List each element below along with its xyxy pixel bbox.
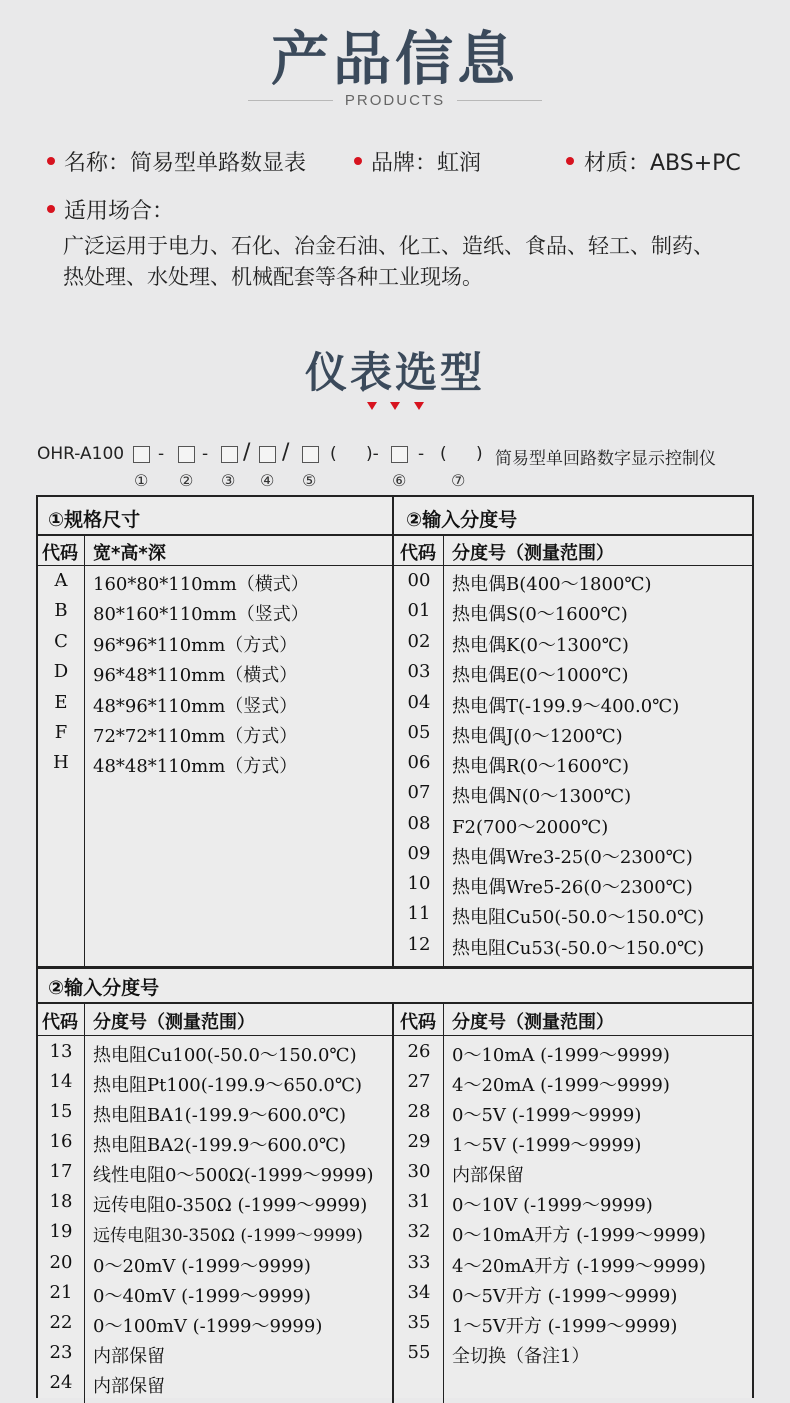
input-code: 23 <box>49 1342 73 1363</box>
input-range: 热电偶B(400～1800℃) <box>452 574 652 595</box>
size-code: F <box>54 722 68 743</box>
input-code: 20 <box>49 1252 73 1273</box>
input-range: 热电偶J(0～1200℃) <box>452 726 623 747</box>
position-mark: ④ <box>260 471 275 490</box>
selection-table <box>36 495 754 1398</box>
input-code: 07 <box>407 782 431 803</box>
page-title: 产品信息 <box>270 25 519 93</box>
product-brand: 品牌：虹润 <box>371 151 482 176</box>
input-code: 30 <box>407 1161 431 1182</box>
input-range: 0～10mA开方 (-1999～9999) <box>452 1225 706 1246</box>
input-code: 00 <box>407 570 431 591</box>
code-box-3 <box>221 446 238 463</box>
column-header-range: 分度号（测量范围） <box>452 1012 614 1033</box>
input-range: 0～100mV (-1999～9999) <box>93 1316 323 1337</box>
product-material: 材质：ABS+PC <box>584 151 741 176</box>
model-sep: / <box>282 440 290 465</box>
section-header-input: ②输入分度号 <box>406 509 518 531</box>
input-code: 34 <box>407 1282 431 1303</box>
column-header-code: 代码 <box>400 543 436 564</box>
product-name: 名称：简易型单路数显表 <box>64 151 307 176</box>
input-code: 13 <box>49 1041 73 1062</box>
input-range: 热电偶N(0～1300℃) <box>452 786 632 807</box>
size-value: 160*80*110mm（横式） <box>93 574 309 595</box>
input-range: 热电偶Wre3-25(0～2300℃) <box>452 847 693 868</box>
input-range: 内部保留 <box>452 1165 524 1186</box>
input-code: 10 <box>407 873 431 894</box>
input-code: 09 <box>407 843 431 864</box>
size-code: D <box>53 661 69 682</box>
size-value: 80*160*110mm（竖式） <box>93 604 309 625</box>
section-title: 仪表选型 <box>304 348 485 397</box>
code-box-6 <box>391 446 408 463</box>
input-range: F2(700～2000℃) <box>452 817 609 838</box>
size-code: A <box>54 570 68 591</box>
input-range: 热电阻Cu100(-50.0～150.0℃) <box>93 1045 357 1066</box>
input-range: 0～5V (-1999～9999) <box>452 1105 642 1126</box>
input-code: 05 <box>407 722 431 743</box>
table-rule <box>38 534 752 536</box>
input-range: 热电阻Cu53(-50.0～150.0℃) <box>452 938 705 959</box>
input-code: 16 <box>49 1131 73 1152</box>
size-code: B <box>54 600 68 621</box>
code-box-5 <box>302 446 319 463</box>
input-range: 内部保留 <box>93 1346 165 1367</box>
input-range: 热电阻Cu50(-50.0～150.0℃) <box>452 907 705 928</box>
page-subtitle: PRODUCTS <box>344 92 446 109</box>
input-range: 热电偶E(0～1000℃) <box>452 665 629 686</box>
position-mark: ① <box>134 471 149 490</box>
code-box-4 <box>259 446 276 463</box>
input-code: 21 <box>49 1282 73 1303</box>
position-mark: ⑤ <box>302 471 317 490</box>
input-range: 全切换（备注1） <box>452 1346 590 1367</box>
input-range: 0～10V (-1999～9999) <box>452 1195 653 1216</box>
input-code: 17 <box>49 1161 73 1182</box>
model-sep: - <box>202 444 209 464</box>
input-range: 0～5V开方 (-1999～9999) <box>452 1286 678 1307</box>
input-range: 热电偶T(-199.9～400.0℃) <box>452 696 680 717</box>
size-value: 48*48*110mm（方式） <box>93 756 298 777</box>
section-header-input-2: ②输入分度号 <box>48 977 160 999</box>
triangle-icon <box>367 402 377 410</box>
bullet-icon <box>47 157 55 165</box>
input-code: 14 <box>49 1071 73 1092</box>
input-range: 4～20mA开方 (-1999～9999) <box>452 1256 706 1277</box>
usage-line-2: 热处理、水处理、机械配套等各种工业现场。 <box>63 265 483 289</box>
input-code: 33 <box>407 1252 431 1273</box>
position-mark: ② <box>179 471 194 490</box>
column-header-code: 代码 <box>42 1012 78 1033</box>
model-sep: - <box>158 444 165 464</box>
table-rule <box>84 535 85 967</box>
model-sep: - <box>418 444 425 464</box>
table-rule <box>84 1003 85 1403</box>
input-code: 27 <box>407 1071 431 1092</box>
size-code: H <box>53 752 69 773</box>
table-rule <box>38 1002 752 1004</box>
position-mark: ③ <box>221 471 236 490</box>
column-header-range: 分度号（测量范围） <box>452 543 614 564</box>
input-code: 12 <box>407 934 431 955</box>
input-code: 01 <box>407 600 431 621</box>
input-range: 热电阻Pt100(-199.9～650.0℃) <box>93 1075 363 1096</box>
bullet-icon <box>566 157 574 165</box>
model-sep: / <box>243 440 251 465</box>
input-range: 0～40mV (-1999～9999) <box>93 1286 311 1307</box>
model-prefix: OHR-A100 <box>37 444 125 464</box>
position-mark: ⑥ <box>392 471 407 490</box>
code-box-2 <box>178 446 195 463</box>
input-code: 29 <box>407 1131 431 1152</box>
model-sep: ( <box>440 444 447 464</box>
input-code: 28 <box>407 1101 431 1122</box>
input-range: 热电偶R(0～1600℃) <box>452 756 629 777</box>
input-range: 0～10mA (-1999～9999) <box>452 1045 670 1066</box>
input-range: 热电偶S(0～1600℃) <box>452 604 628 625</box>
model-description: 简易型单回路数字显示控制仪 <box>495 449 716 469</box>
input-code: 03 <box>407 661 431 682</box>
input-code: 18 <box>49 1191 73 1212</box>
triangle-icon <box>390 402 400 410</box>
size-code: C <box>54 631 68 652</box>
position-mark: ⑦ <box>451 471 466 490</box>
input-code: 11 <box>407 903 431 924</box>
input-code: 35 <box>407 1312 431 1333</box>
input-code: 55 <box>407 1342 431 1363</box>
model-sep: ) <box>476 444 483 464</box>
input-range: 热电阻BA1(-199.9～600.0℃) <box>93 1105 347 1126</box>
section-header-size: ①规格尺寸 <box>48 509 141 531</box>
input-code: 26 <box>407 1041 431 1062</box>
input-code: 22 <box>49 1312 73 1333</box>
input-code: 19 <box>49 1221 73 1242</box>
input-range: 0～20mV (-1999～9999) <box>93 1256 311 1277</box>
table-rule <box>38 1035 752 1036</box>
column-header-range: 分度号（测量范围） <box>93 1012 255 1033</box>
input-code: 31 <box>407 1191 431 1212</box>
input-range: 1～5V开方 (-1999～9999) <box>452 1316 678 1337</box>
bullet-icon <box>354 157 362 165</box>
table-rule <box>38 565 752 566</box>
triangle-icon <box>414 402 424 410</box>
input-range: 热电阻BA2(-199.9～600.0℃) <box>93 1135 347 1156</box>
input-range: 远传电阻30-350Ω (-1999～9999) <box>93 1226 363 1246</box>
usage-line-1: 广泛运用于电力、石化、冶金石油、化工、造纸、食品、轻工、制药、 <box>63 234 714 258</box>
input-code: 24 <box>49 1372 73 1393</box>
model-sep: )- <box>366 444 379 464</box>
input-code: 06 <box>407 752 431 773</box>
input-range: 远传电阻0-350Ω (-1999～9999) <box>93 1195 368 1216</box>
size-value: 48*96*110mm（竖式） <box>93 696 298 717</box>
column-header-size: 宽*高*深 <box>93 543 166 564</box>
input-range: 热电偶Wre5-26(0～2300℃) <box>452 877 693 898</box>
input-code: 02 <box>407 631 431 652</box>
column-header-code: 代码 <box>400 1012 436 1033</box>
table-rule <box>38 966 752 969</box>
input-range: 4～20mA (-1999～9999) <box>452 1075 670 1096</box>
size-value: 72*72*110mm（方式） <box>93 726 298 747</box>
input-range: 热电偶K(0～1300℃) <box>452 635 629 656</box>
size-value: 96*96*110mm（方式） <box>93 635 298 656</box>
input-code: 08 <box>407 813 431 834</box>
column-header-code: 代码 <box>42 543 78 564</box>
bullet-icon <box>47 205 55 213</box>
input-code: 32 <box>407 1221 431 1242</box>
input-code: 15 <box>49 1101 73 1122</box>
input-range: 1～5V (-1999～9999) <box>452 1135 642 1156</box>
size-value: 96*48*110mm（横式） <box>93 665 298 686</box>
model-sep: ( <box>330 444 337 464</box>
input-code: 04 <box>407 692 431 713</box>
input-range: 内部保留 <box>93 1376 165 1397</box>
code-box-1 <box>133 446 150 463</box>
usage-label: 适用场合： <box>64 199 175 224</box>
size-code: E <box>54 692 68 713</box>
input-range: 线性电阻0～500Ω(-1999～9999) <box>93 1165 374 1186</box>
